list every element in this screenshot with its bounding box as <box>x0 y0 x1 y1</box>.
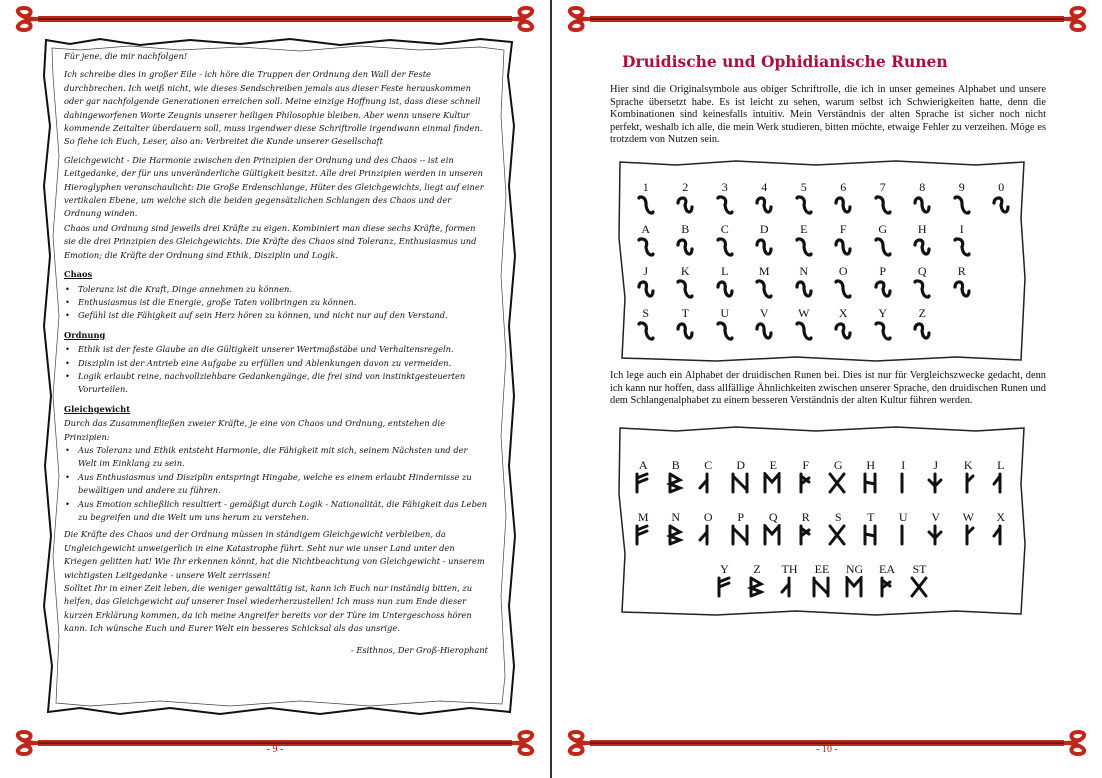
glyph-label: H <box>866 458 876 472</box>
balance-intro: Durch das Zusammenfließen zweier Kräfte, je eine von Chaos und Ordnung, entstehen die Prinzipien: <box>64 418 446 442</box>
glyph-label: R <box>801 510 810 524</box>
top-ornament-right <box>560 4 1094 34</box>
page-title: Druidische und Ophidianische Runen <box>622 52 948 71</box>
rune-glyph-icon <box>876 576 896 603</box>
serpent-glyph-icon <box>635 194 657 221</box>
serpent-glyph-icon <box>753 194 775 221</box>
right-page <box>552 0 1102 778</box>
serpent-glyph-icon <box>635 278 657 305</box>
rune-glyph-icon <box>746 576 766 603</box>
glyph-label: L <box>997 458 1005 472</box>
rune-glyph-icon <box>811 576 831 603</box>
glyph-label: 4 <box>761 180 768 194</box>
glyph-label: 9 <box>958 180 965 194</box>
glyph-label: P <box>737 510 745 524</box>
glyph-label: G <box>878 222 888 236</box>
forces-paragraph: Chaos und Ordnung sind jeweils drei Kräfte zu eigen. Kombiniert man diese sechs Kräfte, formen sie die drei Prinzipien des Gleichgewichts. Die Kräfte des Chaos sind Toleranz, Enthusiasmus und Emotion; die Kräfte der Ordnung sind Ethik, Disziplin und Logik. <box>64 222 477 260</box>
serpent-glyph-icon <box>951 278 973 305</box>
page-number-left: - 9 - <box>266 744 284 755</box>
serpent-glyph-icon <box>990 194 1012 221</box>
signature: - Esithnos, Der Groß-Hierophant <box>350 644 488 655</box>
serpent-glyph-icon <box>911 194 933 221</box>
glyph-label: EE <box>814 562 830 576</box>
glyph-label: J <box>933 458 939 472</box>
serpent-glyph-icon <box>872 278 894 305</box>
intro-paragraph: Ich schreibe dies in großer Eile - ich höre die Truppen der Ordnung den Wall der Feste durchbrechen. Ich weiß nicht, wie dieses Sendschreiben jemals aus dieser Feste herauskommen oder gar nachfolgende Generationen erreichen soll. Meine einzige Hoffnung ist, dass diese schnell dahingeworfenen Worte Zeugnis unserer heiligen Philosophie bleiben. Aber wenn unsere Kultur kommende Zeitalter überdauern soll, muss irgendwer diese Schriftrolle irgendwann einmal finden. So flehe ich Euch, Leser, also an: Verbreitet die Kunde unserer Gesellschaft <box>64 69 483 147</box>
glyph-label: W <box>798 306 810 320</box>
serpent-glyph-icon <box>714 278 736 305</box>
list-item: • Ethik ist der feste Glaube an die Gültigkeit unserer Wertmaßstäbe und Verhaltensregeln. <box>74 343 488 356</box>
chaos-list <box>64 283 488 323</box>
glyph-label: H <box>917 222 927 236</box>
rune-glyph-icon <box>925 472 945 499</box>
glyph-label: G <box>833 458 843 472</box>
balance-list <box>64 444 488 524</box>
rune-glyph-icon <box>925 524 945 551</box>
glyph-label: B <box>681 222 690 236</box>
glyph-label: 1 <box>642 180 649 194</box>
glyph-label: S <box>834 510 842 524</box>
serpent-alphabet-panel <box>616 158 1028 364</box>
serpent-glyph-icon <box>911 236 933 263</box>
glyph-label: A <box>641 222 651 236</box>
rune-glyph-icon <box>632 472 652 499</box>
rune-glyph-icon <box>892 524 912 551</box>
top-ornament-left <box>8 4 542 34</box>
serpent-glyph-icon <box>872 236 894 263</box>
druid-rune-panel <box>616 424 1028 618</box>
glyph-label: M <box>637 510 649 524</box>
serpent-glyph-icon <box>793 278 815 305</box>
glyph-label: R <box>957 264 966 278</box>
serpent-glyph-icon <box>753 236 775 263</box>
rune-glyph-icon <box>697 472 717 499</box>
glyph-label: Y <box>720 562 729 576</box>
glyph-label: S <box>642 306 650 320</box>
glyph-label: U <box>720 306 730 320</box>
glyph-label: P <box>879 264 887 278</box>
plea-paragraph: Solltet Ihr in einer Zeit leben, die weniger gewalttätig ist, kann ich Euch nur inständig bitten, zu helfen, das Gleichgewicht auf unserer Insel wiederherzustellen! Ich muss nun zum Ende dieser kurzen Erklärung kommen, da ich meine Angreifer bereits vor der Türe im Untergeschoss hören kann. Ich wünsche Euch und Eurer Welt ein besseres Schicksal als das unsrige. <box>64 583 473 634</box>
list-item: • Gefühl ist die Fähigkeit auf sein Herz hören zu können, und nicht nur auf den Verstand. <box>74 309 488 322</box>
glyph-label: 8 <box>919 180 926 194</box>
order-list <box>64 343 488 397</box>
serpent-glyph-icon <box>872 194 894 221</box>
glyph-label: V <box>759 306 769 320</box>
rune-glyph-icon <box>665 472 685 499</box>
glyph-label: O <box>703 510 713 524</box>
serpent-glyph-icon <box>753 278 775 305</box>
serpent-glyph-icon <box>635 320 657 347</box>
glyph-label: D <box>736 458 746 472</box>
glyph-label: NG <box>845 562 864 576</box>
serpent-glyph-icon <box>793 194 815 221</box>
list-item: • Enthusiasmus ist die Energie, große Taten vollbringen zu können. <box>74 296 488 309</box>
glyph-label: X <box>838 306 848 320</box>
rune-glyph-icon <box>990 524 1010 551</box>
list-item: • Toleranz ist die Kraft, Dinge annehmen zu können. <box>74 283 488 296</box>
glyph-label: F <box>839 222 847 236</box>
list-item: • Aus Enthusiasmus und Disziplin entspringt Hingabe, welche es einem erlaubt Hindernisse zu bewältigen und andere zu führen. <box>74 471 488 498</box>
rune-glyph-icon <box>795 472 815 499</box>
glyph-label: 7 <box>879 180 886 194</box>
serpent-glyph-icon <box>951 236 973 263</box>
rune-glyph-icon <box>957 524 977 551</box>
glyph-label: EA <box>879 562 895 576</box>
rune-glyph-icon <box>957 472 977 499</box>
serpent-glyph-icon <box>832 236 854 263</box>
closing-paragraph: Die Kräfte des Chaos und der Ordnung müssen in ständigem Gleichgewicht verbleiben, da Ungleichgewicht unweigerlich in eine Katastrophe führt. Seht nur wie unser Land unter den Kriegen gelitten hat! Wie Ihr erkennen könnt, hat die Nichtbeachtung von Gleichgewicht - unserem wichtigsten Leitgedanke - unsere Welt zerrissen! <box>64 529 485 580</box>
serpent-glyph-icon <box>635 236 657 263</box>
rune-glyph-icon <box>632 524 652 551</box>
glyph-label: J <box>643 264 649 278</box>
serpent-glyph-icon <box>753 320 775 347</box>
rune-glyph-icon <box>860 472 880 499</box>
glyph-label: 3 <box>721 180 728 194</box>
glyph-label: I <box>901 458 906 472</box>
glyph-label: Y <box>878 306 888 320</box>
glyph-label: O <box>838 264 848 278</box>
glyph-label: TH <box>781 562 798 576</box>
glyph-label: Z <box>753 562 761 576</box>
glyph-label: Z <box>918 306 926 320</box>
glyph-label: K <box>963 458 973 472</box>
rune-glyph-icon <box>860 524 880 551</box>
serpent-glyph-icon <box>911 320 933 347</box>
rune-glyph-icon <box>779 576 799 603</box>
glyph-label: B <box>671 458 680 472</box>
page-number-right: - 10 - <box>816 744 838 755</box>
serpent-glyph-icon <box>793 320 815 347</box>
serpent-glyph-icon <box>674 320 696 347</box>
rune-glyph-icon <box>892 472 912 499</box>
equilibrium-paragraph: Gleichgewicht - Die Harmonie zwischen den Prinzipien der Ordnung und des Chaos -- ist ein Leitgedanke, der für uns unveränderliche Gültigkeit besitzt. Alle drei Prinzipien werden in unseren Hieroglyphen veranschaulicht: Die Große Erdenschlange, Hüter des Gleichgewichts, liegt auf einer vertikalen Ebene, um welche sich die beiden gegensätzlichen Schlangen des Chaos und der Ordnung winden. <box>64 154 484 219</box>
rune-glyph-icon <box>714 576 734 603</box>
glyph-label: A <box>638 458 648 472</box>
glyph-label: C <box>704 458 713 472</box>
glyph-label: V <box>931 510 941 524</box>
glyph-label: D <box>759 222 769 236</box>
rune-glyph-grid <box>616 424 1028 618</box>
greeting: Für jene, die mir nachfolgen! <box>64 51 188 61</box>
rune-glyph-icon <box>697 524 717 551</box>
serpent-glyph-icon <box>951 194 973 221</box>
glyph-label: Q <box>768 510 778 524</box>
glyph-label: M <box>758 264 770 278</box>
rune-glyph-icon <box>827 524 847 551</box>
serpent-glyph-icon <box>832 278 854 305</box>
chaos-heading: Chaos <box>64 269 93 280</box>
intro-paragraph: Hier sind die Originalsymbole aus obiger Schriftrolle, die ich in unser gemeines Alphabet und unsere Sprache übersetzt habe. Es ist leicht zu sehen, warum selbst ich Schwierigkeiten hatte, denn die Kombinationen sind keinesfalls intuitiv. Mein Verständnis der alten Sprache ist sicher noch nicht perfekt, weshalb ich alle, die mein Werk studieren, bitten möchte, etwaige Fehler zu verzeihen. Möge es trotzdem von Nutzen sein. <box>610 84 1046 146</box>
balance-heading: Gleichgewicht <box>64 403 131 414</box>
glyph-label: C <box>720 222 729 236</box>
glyph-label: 6 <box>840 180 847 194</box>
order-heading: Ordnung <box>64 329 106 340</box>
glyph-label: N <box>671 510 681 524</box>
glyph-label: T <box>681 306 689 320</box>
druid-intro-paragraph: Ich lege auch ein Alphabet der druidischen Runen bei. Dies ist nur für Vergleichszwecke gedacht, denn ich kann nur hoffen, dass allfällige Ähnlichkeiten zwischen unserer Sprache, den druidischen Runen und dem Schlangenalphabet zu einem besseren Verständnis der alten Kultur führen werden. <box>610 370 1046 407</box>
glyph-label: X <box>996 510 1006 524</box>
rune-glyph-icon <box>844 576 864 603</box>
serpent-glyph-icon <box>793 236 815 263</box>
glyph-label: I <box>959 222 964 236</box>
serpent-glyph-icon <box>674 278 696 305</box>
glyph-label: T <box>867 510 875 524</box>
rune-glyph-icon <box>730 524 750 551</box>
left-page <box>0 0 550 778</box>
glyph-label: W <box>962 510 974 524</box>
serpent-glyph-icon <box>832 320 854 347</box>
serpent-glyph-icon <box>674 236 696 263</box>
serpent-glyph-icon <box>872 320 894 347</box>
glyph-label: E <box>769 458 777 472</box>
serpent-glyph-icon <box>714 194 736 221</box>
rune-glyph-icon <box>990 472 1010 499</box>
glyph-label: L <box>721 264 729 278</box>
list-item: • Logik erlaubt reine, nachvollziehbare Gedankengänge, die frei sind von instinktgesteuerten Vorurteilen. <box>74 370 488 397</box>
glyph-label: Q <box>917 264 927 278</box>
glyph-label: 0 <box>998 180 1005 194</box>
rune-glyph-icon <box>795 524 815 551</box>
rune-glyph-icon <box>827 472 847 499</box>
glyph-label: E <box>800 222 808 236</box>
glyph-label: 2 <box>682 180 689 194</box>
glyph-label: ST <box>912 562 927 576</box>
scroll-text <box>64 50 488 657</box>
glyph-label: U <box>898 510 908 524</box>
serpent-glyph-icon <box>714 320 736 347</box>
rune-glyph-icon <box>762 524 782 551</box>
rune-glyph-icon <box>730 472 750 499</box>
rune-glyph-icon <box>909 576 929 603</box>
list-item: • Aus Emotion schließlich resultiert - gemäßigt durch Logik - Nationalität, die Fähigkeit das Leben zu begreifen und die Welt um uns herum zu verstehen. <box>74 498 488 525</box>
list-item: • Disziplin ist der Antrieb eine Aufgabe zu erfüllen und Ablenkungen davon zu vermeiden. <box>74 357 488 370</box>
glyph-label: 5 <box>800 180 807 194</box>
list-item: • Aus Toleranz und Ethik entsteht Harmonie, die Fähigkeit mit sich, seinem Nächsten und der Welt im Einklang zu sein. <box>74 444 488 471</box>
glyph-label: K <box>680 264 690 278</box>
glyph-label: N <box>799 264 809 278</box>
serpent-glyph-icon <box>714 236 736 263</box>
serpent-glyph-icon <box>911 278 933 305</box>
glyph-label: F <box>802 458 810 472</box>
serpent-glyph-grid <box>616 158 1028 364</box>
rune-glyph-icon <box>665 524 685 551</box>
rune-glyph-icon <box>762 472 782 499</box>
serpent-glyph-icon <box>674 194 696 221</box>
serpent-glyph-icon <box>832 194 854 221</box>
